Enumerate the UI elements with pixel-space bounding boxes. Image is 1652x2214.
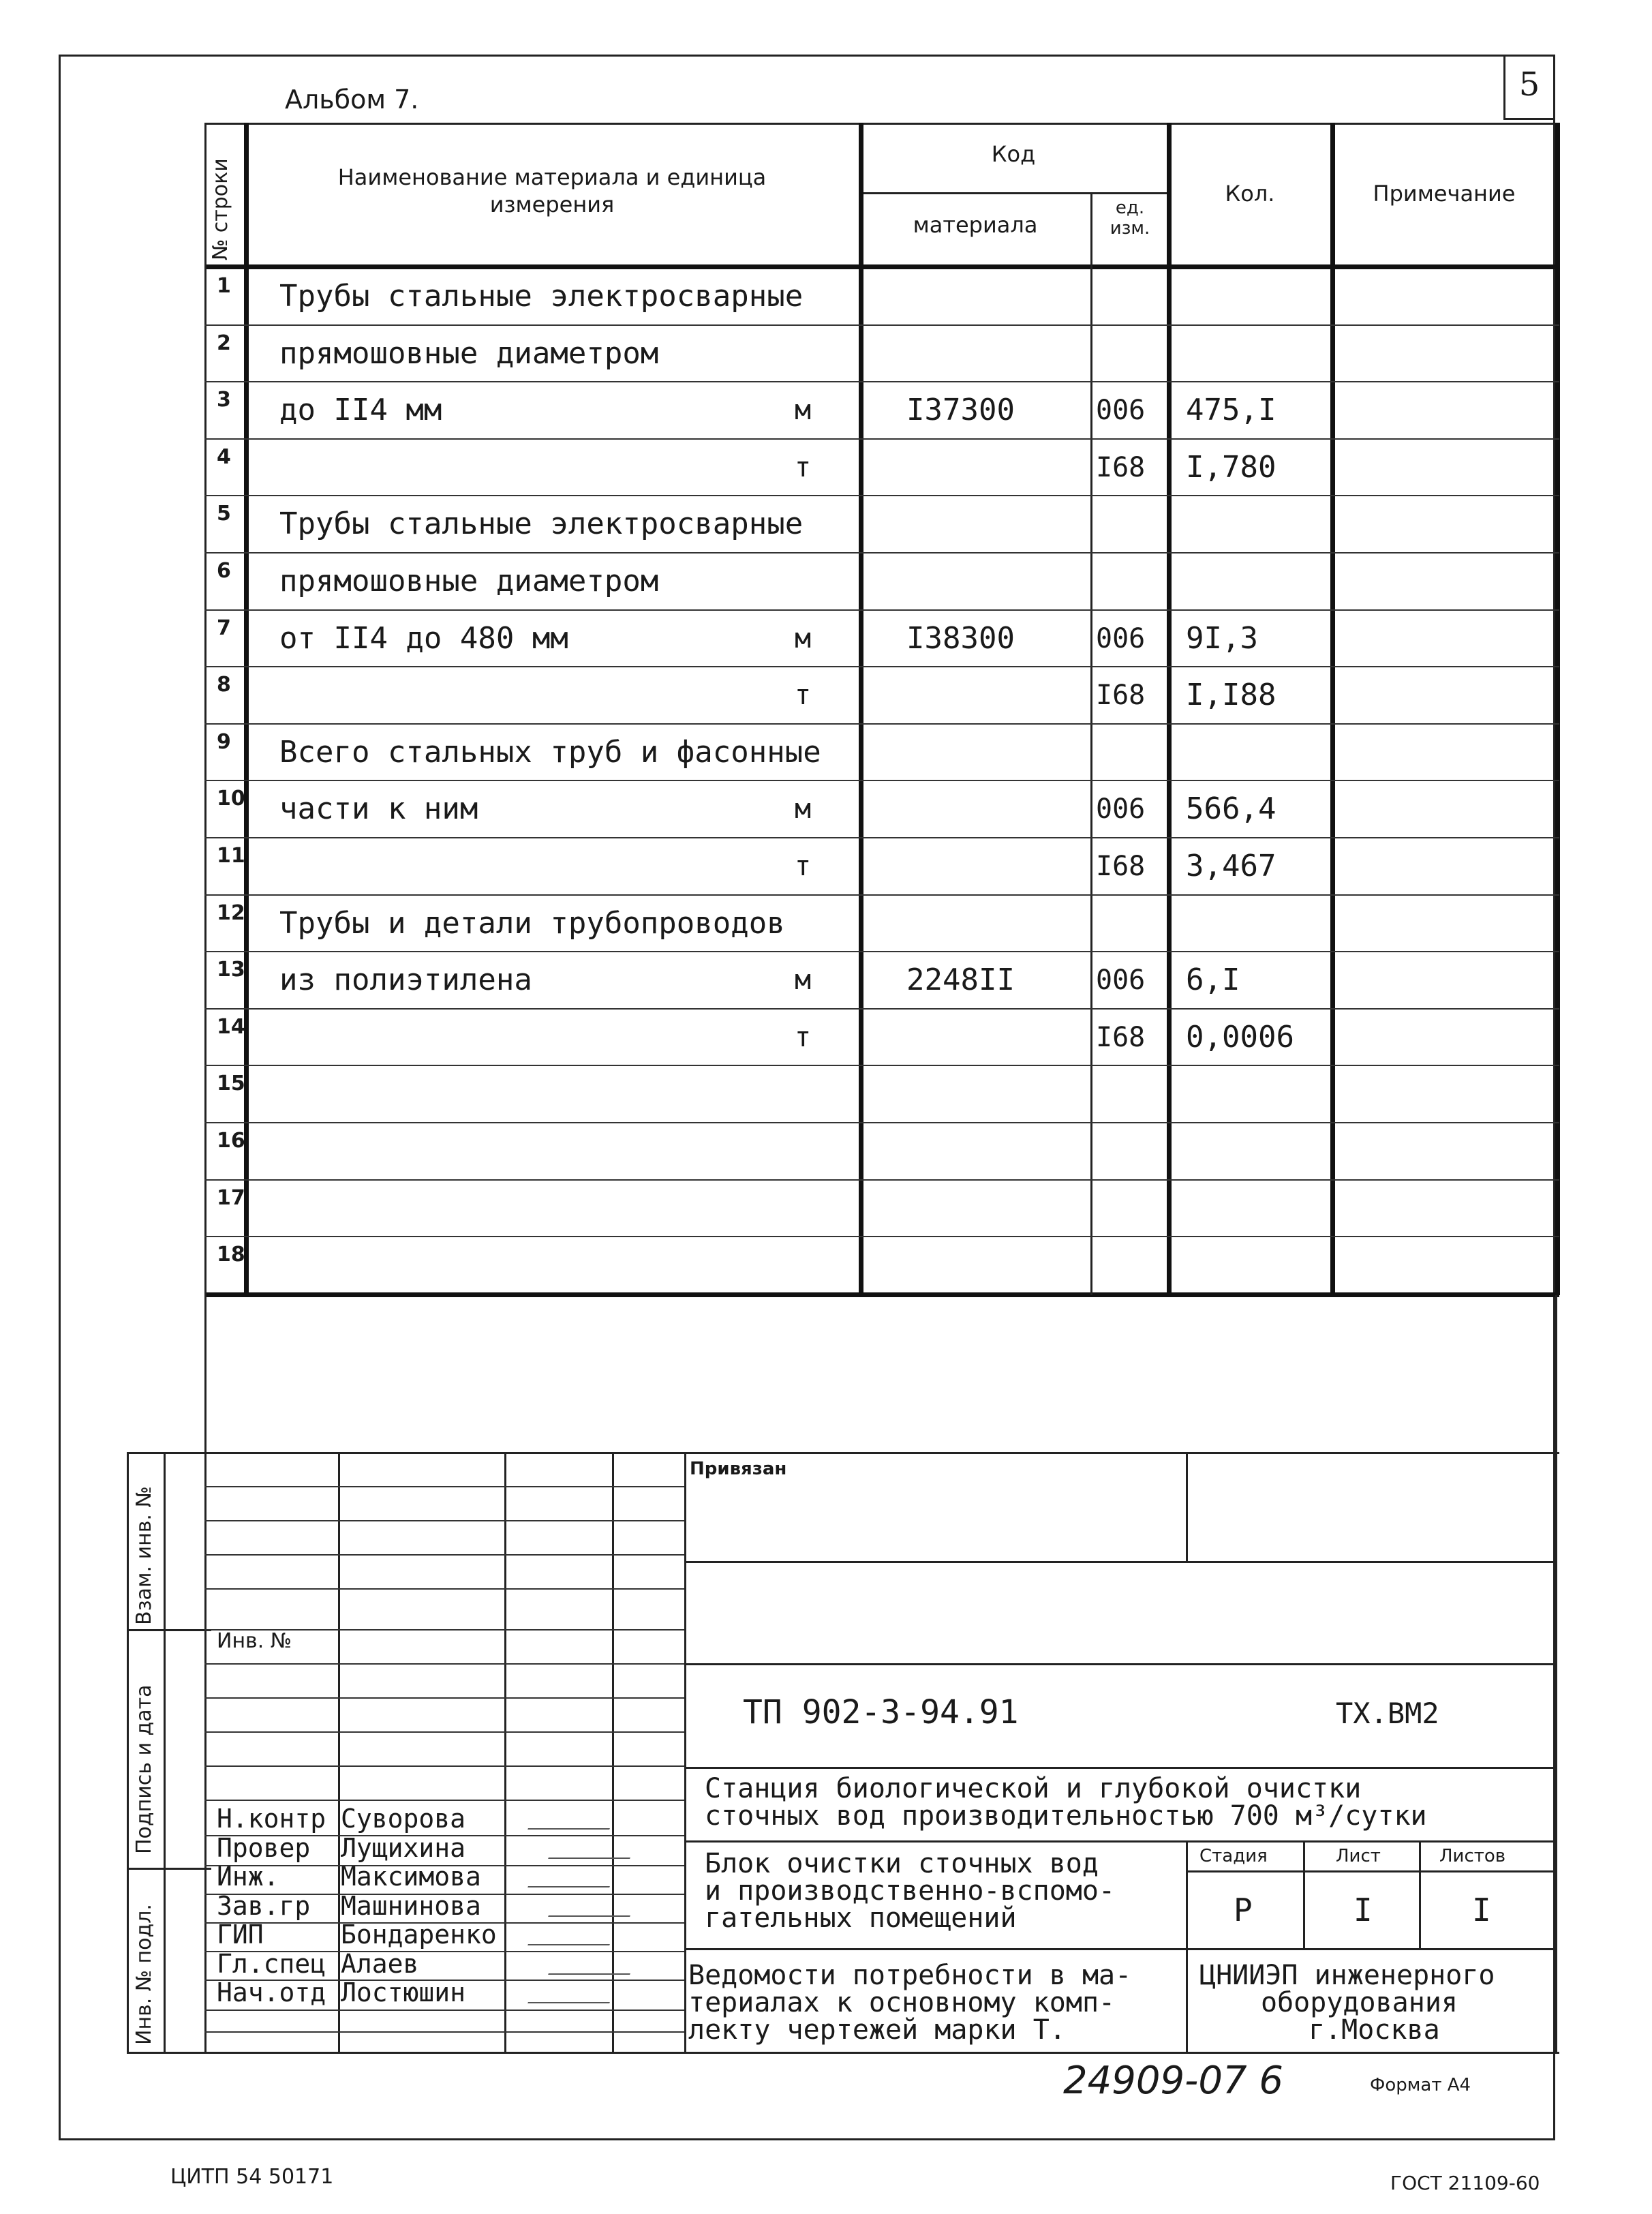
row-code: I38300	[906, 620, 1015, 656]
side-label-inv-podl: Инв. № подл.	[132, 1904, 156, 2045]
row-number: 1	[217, 274, 231, 298]
block-line-3: гательных помещений	[705, 1902, 1017, 1934]
col-header-qty: Кол.	[1225, 181, 1275, 207]
staff-role: Инж.	[217, 1862, 279, 1892]
row-unit-code: 006	[1096, 793, 1146, 825]
staff-name: Максимова	[341, 1862, 481, 1892]
row-unit: т	[795, 1021, 812, 1053]
row-unit: т	[795, 680, 812, 712]
col-header-note: Примечание	[1373, 181, 1516, 207]
row-name: Трубы стальные электросварные	[279, 506, 804, 542]
left-stamp: ЦИТП 54 50171	[170, 2165, 334, 2189]
col-header-code-unit: ед. изм.	[1110, 198, 1150, 239]
row-code: 2248II	[906, 962, 1015, 998]
row-number: 13	[217, 958, 245, 982]
row-number: 14	[217, 1014, 245, 1039]
row-number: 9	[217, 729, 231, 754]
org-line-3: г.Москва	[1309, 2014, 1440, 2046]
side-label-vzam: Взам. инв. №	[132, 1486, 156, 1625]
row-unit: т	[795, 851, 812, 882]
row-qty: 0,0006	[1186, 1019, 1294, 1055]
row-unit-code: 006	[1096, 395, 1146, 427]
row-number: 2	[217, 331, 231, 355]
block-line-1: Блок очистки сточных вод	[705, 1848, 1099, 1879]
staff-role: Провер	[217, 1832, 311, 1863]
row-unit: м	[795, 793, 812, 825]
row-unit-code: I68	[1096, 851, 1146, 882]
row-code: I37300	[906, 393, 1015, 428]
row-qty: 3,467	[1186, 849, 1276, 883]
row-number: 16	[217, 1129, 245, 1153]
row-qty: I,I88	[1186, 678, 1276, 713]
row-name: Трубы и детали трубопроводов	[279, 905, 785, 941]
staff-name: Бондаренко	[341, 1920, 497, 1950]
signature-mark	[548, 1837, 638, 1859]
row-name: Трубы стальные электросварные	[279, 279, 804, 314]
row-name: прямошовные диаметром	[279, 335, 659, 371]
row-number: 7	[217, 616, 231, 640]
staff-role: Гл.спец	[217, 1948, 326, 1979]
stage-label: Стадия	[1199, 1846, 1268, 1866]
row-name: части к ним	[279, 791, 478, 827]
sheets-value: I	[1472, 1892, 1491, 1928]
row-unit: м	[795, 622, 812, 654]
ved-line-2: териалах к основному комп-	[688, 1987, 1116, 2018]
doc-code: ТП 902-3-94.91	[743, 1693, 1019, 1731]
row-number: 18	[217, 1243, 245, 1267]
staff-name: Машнинова	[341, 1890, 481, 1921]
signature-mark	[527, 1924, 617, 1945]
row-number: 5	[217, 502, 231, 526]
inv-no-label: Инв. №	[217, 1629, 292, 1653]
row-unit-code: I68	[1096, 1021, 1146, 1053]
ved-line-3: лекту чертежей марки Т.	[688, 2014, 1066, 2046]
sheet-value: I	[1353, 1892, 1373, 1928]
row-name: от II4 до 480 мм	[279, 620, 568, 656]
signature-mark	[548, 1953, 638, 1975]
signature-mark	[548, 1895, 638, 1917]
row-name: Всего стальных труб и фасонные	[279, 734, 821, 770]
row-number: 6	[217, 559, 231, 583]
row-number: 11	[217, 844, 245, 868]
format-label: Формат А4	[1370, 2075, 1471, 2095]
ved-line-1: Ведомости потребности в ма-	[688, 1960, 1132, 1991]
staff-role: Зав.гр	[217, 1890, 311, 1921]
row-unit: м	[795, 965, 812, 997]
row-name: до II4 мм	[279, 393, 442, 428]
staff-name: Лостюшин	[341, 1977, 466, 2007]
col-header-code-material: материала	[913, 212, 1038, 238]
staff-name: Суворова	[341, 1804, 466, 1834]
privyazan-label: Привязан	[690, 1459, 787, 1479]
staff-name: Алаев	[341, 1948, 419, 1979]
row-unit-code: 006	[1096, 622, 1146, 654]
sheet-number: 5	[1518, 65, 1540, 104]
sheet-label: Лист	[1336, 1846, 1381, 1866]
row-unit-code: I68	[1096, 680, 1146, 712]
staff-role: Нач.отд	[217, 1977, 326, 2007]
row-number: 17	[217, 1185, 245, 1210]
signature-mark	[527, 1808, 617, 1830]
row-unit-code: 006	[1096, 965, 1146, 997]
right-stamp: ГОСТ 21109-60	[1390, 2172, 1540, 2194]
row-number: 15	[217, 1072, 245, 1096]
row-number: 10	[217, 787, 245, 811]
col-header-name: Наименование материала и единица измерения	[337, 164, 767, 217]
org-line-2: оборудования	[1261, 1987, 1458, 2018]
block-line-2: и производственно-вспомо-	[705, 1875, 1116, 1907]
doc-number: 24909-07 6	[1063, 2059, 1284, 2103]
album-label: Альбом 7.	[285, 85, 419, 115]
row-number: 3	[217, 388, 231, 412]
signature-mark	[527, 1866, 617, 1887]
row-unit-code: I68	[1096, 451, 1146, 483]
row-name: прямошовные диаметром	[279, 564, 659, 598]
row-unit: м	[795, 395, 812, 427]
row-qty: I,780	[1186, 449, 1276, 485]
staff-role: Н.контр	[217, 1804, 326, 1834]
org-line-1: ЦНИИЭП инженерного	[1199, 1960, 1495, 1991]
signature-mark	[527, 1982, 617, 2003]
row-number: 12	[217, 900, 245, 925]
stage-value: Р	[1234, 1892, 1253, 1928]
staff-name: Лущихина	[341, 1832, 466, 1863]
side-label-podpis: Подпись и дата	[132, 1684, 156, 1854]
row-number: 8	[217, 673, 231, 697]
doc-mark: ТХ.ВМ2	[1336, 1697, 1439, 1730]
col-header-row-no: № строки	[209, 158, 232, 260]
row-qty: 475,I	[1186, 393, 1276, 428]
row-unit: т	[795, 451, 812, 483]
row-number: 4	[217, 444, 231, 469]
row-name: из полиэтилена	[279, 962, 532, 998]
station-line-2: сточных вод производительностью 700 м³/сутки	[705, 1800, 1427, 1832]
station-line-1: Станция биологической и глубокой очистки	[705, 1773, 1362, 1804]
sheets-label: Листов	[1439, 1846, 1506, 1866]
col-header-code: Код	[991, 141, 1036, 167]
row-qty: 9I,3	[1186, 620, 1258, 656]
row-qty: 566,4	[1186, 791, 1276, 827]
staff-role: ГИП	[217, 1920, 264, 1950]
row-qty: 6,I	[1186, 962, 1240, 998]
